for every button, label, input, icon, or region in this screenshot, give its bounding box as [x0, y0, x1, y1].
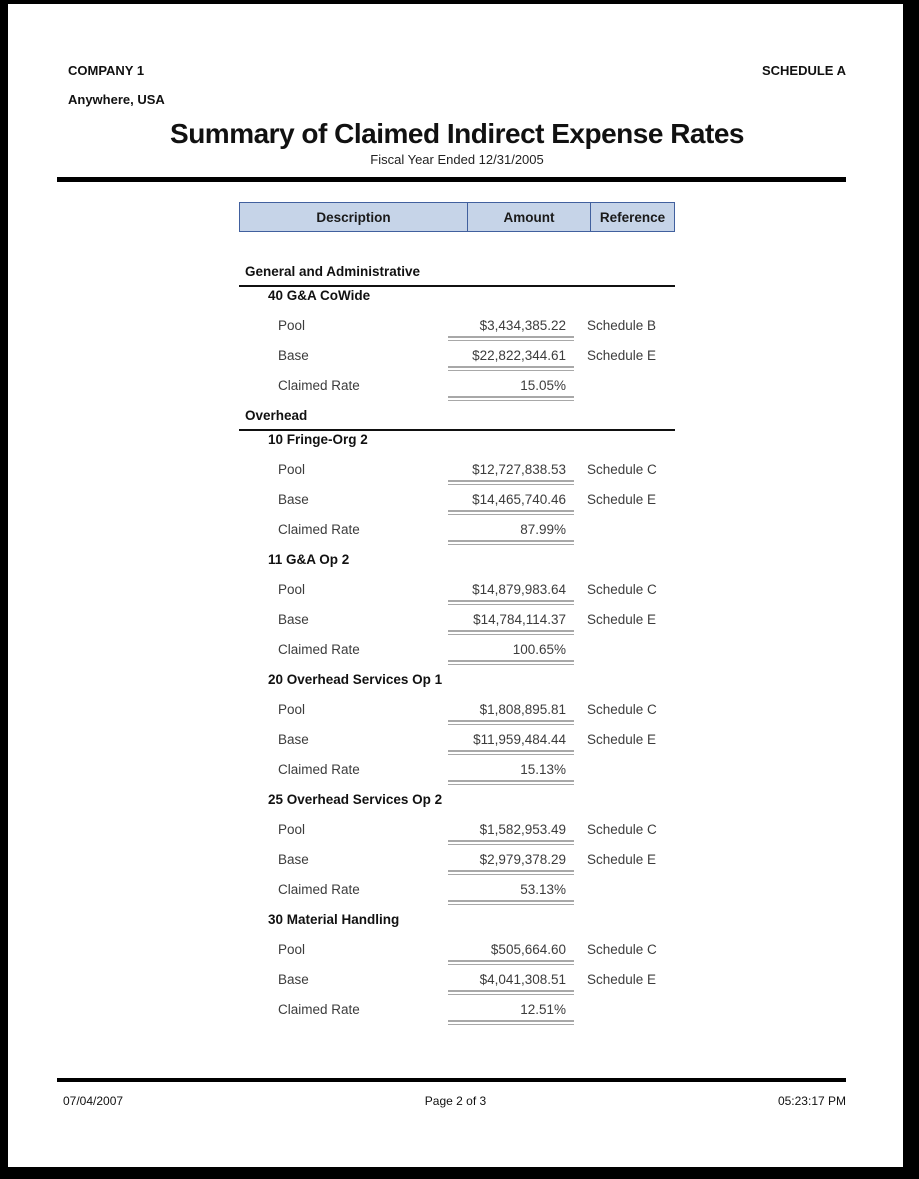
- column-header-amount: Amount: [467, 203, 590, 231]
- table-row: [239, 821, 675, 839]
- group-25-overhead-services-op-2: [239, 791, 675, 899]
- column-header-description: Description: [316, 209, 391, 225]
- section-general-and-administrative: [239, 263, 675, 395]
- page-subtitle: Fiscal Year Ended 12/31/2005: [370, 152, 544, 167]
- table-row: [239, 941, 675, 959]
- group-name: 20 Overhead Services Op 1: [268, 672, 443, 687]
- row-amount: $14,784,114.37: [457, 611, 580, 629]
- group-name: 11 G&A Op 2: [268, 552, 350, 567]
- row-reference: Schedule C: [587, 702, 657, 717]
- table-row: [239, 611, 675, 629]
- row-amount: 53.13%: [457, 881, 580, 899]
- rates-table: [239, 202, 675, 1019]
- row-label: Base: [278, 348, 309, 363]
- row-label: Claimed Rate: [278, 378, 360, 393]
- row-reference: Schedule C: [587, 822, 657, 837]
- row-reference: Schedule E: [587, 612, 657, 627]
- row-reference: Schedule E: [587, 852, 657, 867]
- table-row: [239, 971, 675, 989]
- footer-row: [63, 1094, 846, 1108]
- group-name: 40 G&A CoWide: [268, 288, 371, 303]
- row-label: Pool: [278, 702, 306, 717]
- table-row: [239, 581, 675, 599]
- table-row: [239, 851, 675, 869]
- row-label: Claimed Rate: [278, 642, 360, 657]
- row-label: Base: [278, 612, 309, 627]
- row-amount: $3,434,385.22: [457, 317, 580, 335]
- group-name: 25 Overhead Services Op 2: [268, 792, 443, 807]
- row-amount: 15.13%: [457, 761, 580, 779]
- table-row: [239, 461, 675, 479]
- document-footer: [8, 1078, 903, 1108]
- row-label: Pool: [278, 582, 306, 597]
- table-column-header: [239, 202, 675, 232]
- group-40-ga-cowide: [239, 287, 675, 395]
- table-row: [239, 491, 675, 509]
- footer-date: 07/04/2007: [63, 1094, 124, 1108]
- row-amount: $1,808,895.81: [457, 701, 580, 719]
- document-page: [8, 4, 903, 1167]
- row-amount: $4,041,308.51: [457, 971, 580, 989]
- column-header-reference: Reference: [590, 203, 674, 231]
- corp-row: [68, 64, 846, 78]
- row-amount: $14,879,983.64: [457, 581, 580, 599]
- row-amount: $12,727,838.53: [457, 461, 580, 479]
- table-row: [239, 347, 675, 365]
- row-label: Claimed Rate: [278, 1002, 360, 1017]
- group-11-ga-op-2: [239, 551, 675, 659]
- row-label: Claimed Rate: [278, 522, 360, 537]
- table-row: [239, 761, 675, 779]
- row-label: Pool: [278, 318, 306, 333]
- section-overhead: [239, 407, 675, 1019]
- company-name: COMPANY 1: [68, 63, 145, 78]
- row-reference: Schedule E: [587, 972, 657, 987]
- row-reference: Schedule C: [587, 942, 657, 957]
- row-label: Base: [278, 732, 309, 747]
- table-row: [239, 521, 675, 539]
- row-label: Base: [278, 852, 309, 867]
- row-amount: 87.99%: [457, 521, 580, 539]
- company-location: Anywhere, USA: [68, 92, 165, 107]
- group-30-material-handling: [239, 911, 675, 1019]
- row-reference: Schedule E: [587, 348, 657, 363]
- row-label: Base: [278, 972, 309, 987]
- section-title: General and Administrative: [239, 263, 675, 287]
- table-row: [239, 731, 675, 749]
- row-reference: Schedule B: [587, 318, 657, 333]
- group-20-overhead-services-op-1: [239, 671, 675, 779]
- header-rule: [57, 177, 846, 182]
- footer-time: 05:23:17 PM: [777, 1094, 846, 1108]
- document-header: [8, 4, 903, 167]
- row-amount: $22,822,344.61: [457, 347, 580, 365]
- table-row: [239, 701, 675, 719]
- row-amount: $14,465,740.46: [457, 491, 580, 509]
- row-amount: $505,664.60: [457, 941, 580, 959]
- row-label: Pool: [278, 822, 306, 837]
- section-title: Overhead: [239, 407, 675, 431]
- row-amount: $11,959,484.44: [457, 731, 580, 749]
- row-label: Claimed Rate: [278, 762, 360, 777]
- row-label: Base: [278, 492, 309, 507]
- row-reference: Schedule E: [587, 492, 657, 507]
- table-row: [239, 377, 675, 395]
- row-reference: Schedule C: [587, 582, 657, 597]
- row-reference: Schedule C: [587, 462, 657, 477]
- row-amount: $1,582,953.49: [457, 821, 580, 839]
- row-label: Pool: [278, 942, 306, 957]
- row-amount: 12.51%: [457, 1001, 580, 1019]
- group-name: 30 Material Handling: [268, 912, 400, 927]
- row-label: Claimed Rate: [278, 882, 360, 897]
- group-10-fringe-org-2: [239, 431, 675, 539]
- page-title: Summary of Claimed Indirect Expense Rates: [170, 118, 744, 149]
- footer-page-number: Page 2 of 3: [424, 1094, 487, 1108]
- table-row: [239, 881, 675, 899]
- table-row: [239, 317, 675, 335]
- row-reference: Schedule E: [587, 732, 657, 747]
- table-row: [239, 1001, 675, 1019]
- schedule-label: SCHEDULE A: [761, 63, 846, 78]
- group-name: 10 Fringe-Org 2: [268, 432, 368, 447]
- row-amount: $2,979,378.29: [457, 851, 580, 869]
- row-amount: 15.05%: [457, 377, 580, 395]
- table-row: [239, 641, 675, 659]
- row-label: Pool: [278, 462, 306, 477]
- footer-rule: [57, 1078, 846, 1082]
- row-amount: 100.65%: [457, 641, 580, 659]
